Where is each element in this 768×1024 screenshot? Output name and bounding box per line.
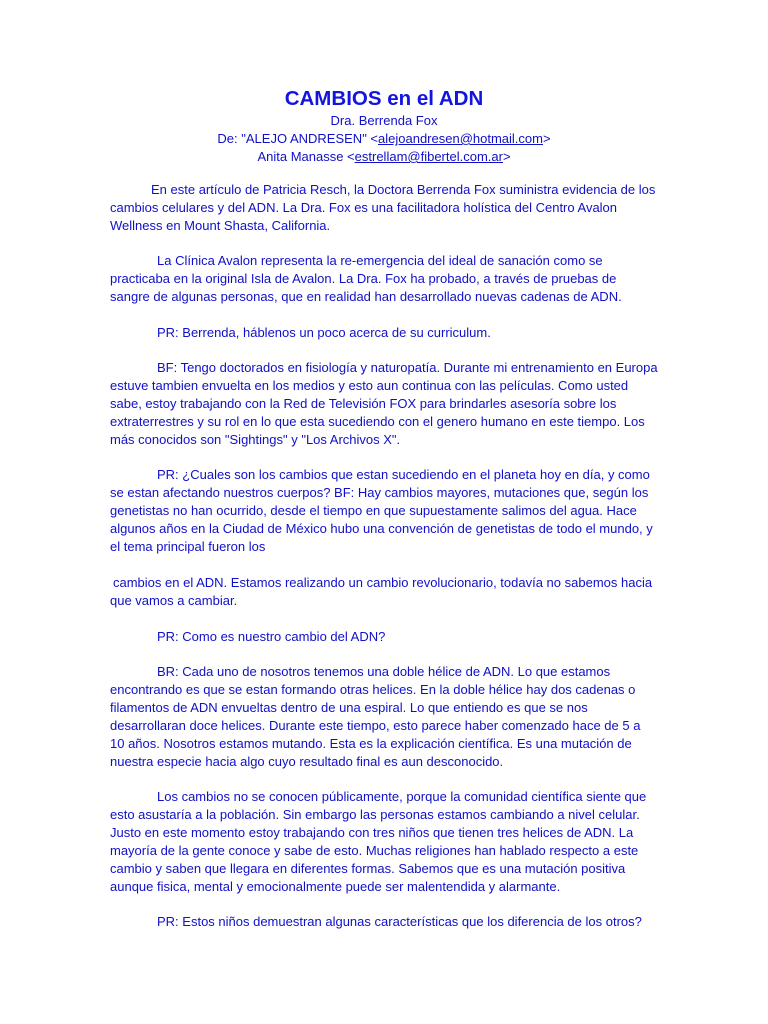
cc-line bbox=[110, 148, 658, 166]
from-email-link[interactable]: alejoandresen@hotmail.com bbox=[378, 131, 543, 146]
paragraph-dna-changes: cambios en el ADN. Estamos realizando un cambio revolucionario, todavía no sabemos hacia que vamos a cambiar. bbox=[110, 575, 653, 608]
document-title: CAMBIOS en el ADN bbox=[284, 87, 484, 110]
paragraph-question-curriculum: PR: Berrenda, háblenos un poco acerca de su curriculum. bbox=[157, 325, 491, 340]
paragraph-answer-curriculum: BF: Tengo doctorados en fisiología y naturopatía. Durante mi entrenamiento en Europa estuve tambien envuelta en los medios y esto aun continua con las películas. Como usted sabe, estoy trabajando con la Red de Televisión FOX para brindarles asesoría sobre los extraterrestres y su rol en lo que esta sucediendo con el genero humano en este tiempo. Los más conocidos son "Sightings" y "Los Archivos X". bbox=[110, 360, 658, 447]
cc-suffix: > bbox=[502, 149, 511, 164]
document-page bbox=[110, 86, 658, 931]
paragraph-question-dna: PR: Como es nuestro cambio del ADN? bbox=[157, 629, 386, 644]
cc-email-link[interactable]: estrellam@fibertel.com.ar bbox=[354, 149, 503, 164]
from-line bbox=[110, 130, 658, 148]
author-name: Dra. Berrenda Fox bbox=[330, 113, 438, 128]
author-line bbox=[110, 112, 658, 130]
paragraph-intro: En este artículo de Patricia Resch, la Doctora Berrenda Fox suministra evidencia de los cambios celulares y del ADN. La Dra. Fox es una facilitadora holística del Centro Avalon Wellness en Mount Shasta, California. bbox=[110, 182, 656, 233]
paragraph-question-changes: PR: ¿Cuales son los cambios que estan sucediendo en el planeta hoy en día, y como se estan afectando nuestros cuerpos? BF: Hay cambios mayores, mutaciones que, según los genetistas no han ocurrido, desde el tiempo en que supuestamente salimos del agua. Hace algunos años en la Ciudad de México hubo una convención de genetistas de todo el mundo, y el tema principal fueron los bbox=[110, 467, 653, 554]
from-suffix: > bbox=[542, 131, 551, 146]
paragraph-public-knowledge: Los cambios no se conocen públicamente, porque la comunidad científica siente que esto asustaría a la población. Sin embargo las personas estamos cambiando a nivel celular. Justo en este momento estoy trabajando con tres niños que tienen tres helices de ADN. La mayoría de la gente conoce y sabe de esto. Muchas religiones han hablado respecto a este cambio y saben que llegara en diferentes formas. Sabemos que es una mutación positiva aunque fisica, mental y emocionalmente puede ser malentendida y alarmante. bbox=[110, 789, 647, 894]
from-prefix: De: "ALEJO ANDRESEN" < bbox=[217, 131, 379, 146]
paragraph-answer-dna: BR: Cada uno de nosotros tenemos una doble hélice de ADN. Lo que estamos encontrando es que se estan formando otras helices. En la doble hélice hay dos cadenas o filamentos de ADN envueltas dentro de una espiral. Lo que entiendo es que se nos desarrollaran doce helices. Durante este tiempo, esto parece haber comenzado hace de 5 a 10 años. Nosotros estamos mutando. Esta es la explicación científica. Es una mutación de nuestra especie hacia algo cuyo resultado final es aun desconocido. bbox=[110, 664, 641, 769]
paragraph-clinic: La Clínica Avalon representa la re-emergencia del ideal de sanación como se practicaba en la original Isla de Avalon. La Dra. Fox ha probado, a través de pruebas de sangre de algunas personas, que en realidad han desarrollado nuevas cadenas de ADN. bbox=[110, 253, 622, 304]
paragraph-question-children: PR: Estos niños demuestran algunas características que los diferencia de los otros? bbox=[157, 914, 642, 929]
cc-prefix: Anita Manasse < bbox=[257, 149, 355, 164]
